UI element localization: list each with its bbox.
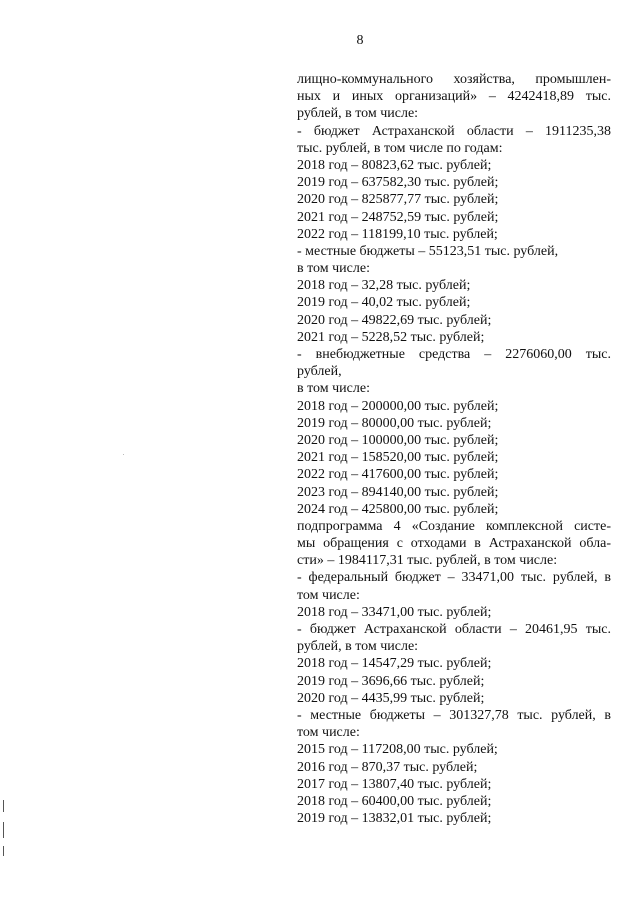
text-line: в том числе: — [297, 381, 370, 397]
text-line: - бюджет Астраханской области – 20461,95 тыс. — [297, 622, 611, 637]
text-line: лищно-коммунального хозяйства, промышлен- — [297, 72, 611, 87]
text-line: 2018 год – 33471,00 тыс. рублей; — [297, 604, 492, 620]
text-line: 2019 год – 637582,30 тыс. рублей; — [297, 175, 499, 191]
text-line: сти» – 1984117,31 тыс. рублей, в том числе: — [297, 553, 558, 569]
text-line: мы обращения с отходами в Астраханской обла- — [297, 536, 611, 552]
text-line: тыс. рублей, в том числе по годам: — [297, 140, 503, 156]
scan-edge-mark — [3, 822, 4, 838]
text-line: 2021 год – 158520,00 тыс. рублей; — [297, 450, 499, 466]
text-line: 2019 год – 80000,00 тыс. рублей; — [297, 415, 492, 431]
text-line: 2018 год – 200000,00 тыс. рублей; — [297, 398, 499, 414]
text-line: 2018 год – 60400,00 тыс. рублей; — [297, 793, 492, 809]
text-line: 2017 год – 13807,40 тыс. рублей; — [297, 776, 492, 792]
text-line: 2022 год – 417600,00 тыс. рублей; — [297, 467, 499, 483]
text-line: 2018 год – 80823,62 тыс. рублей; — [297, 157, 492, 173]
page-number: 8 — [356, 33, 364, 48]
text-line: 2016 год – 870,37 тыс. рублей; — [297, 759, 478, 775]
text-line: 2015 год – 117208,00 тыс. рублей; — [297, 742, 498, 758]
text-line: - местные бюджеты – 55123,51 тыс. рублей, — [297, 243, 559, 259]
text-line: 2019 год – 3696,66 тыс. рублей; — [297, 673, 485, 689]
text-line: 2023 год – 894140,00 тыс. рублей; — [297, 484, 499, 500]
text-line: 2021 год – 248752,59 тыс. рублей; — [297, 209, 499, 225]
text-line: в том числе: — [297, 261, 370, 277]
document-body — [297, 71, 611, 827]
scan-edge-mark — [3, 800, 4, 812]
text-line: 2021 год – 5228,52 тыс. рублей; — [297, 329, 485, 345]
text-line: том числе: — [297, 587, 360, 603]
text-line: 2020 год – 4435,99 тыс. рублей; — [297, 690, 485, 706]
scan-edge-mark — [3, 846, 4, 856]
text-line: том числе: — [297, 725, 360, 741]
text-line: - местные бюджеты – 301327,78 тыс. рублей, в — [297, 707, 611, 723]
text-line: рублей, в том числе: — [297, 639, 419, 655]
text-line: 2018 год – 14547,29 тыс. рублей; — [297, 656, 492, 672]
text-line: подпрограмма 4 «Создание комплексной систе- — [297, 518, 611, 534]
text-line: 2020 год – 100000,00 тыс. рублей; — [297, 432, 499, 448]
text-line: 2024 год – 425800,00 тыс. рублей; — [297, 501, 499, 517]
text-line: ных и иных организаций» – 4242418,89 тыс. — [297, 89, 611, 105]
text-line: 2020 год – 825877,77 тыс. рублей; — [297, 192, 499, 208]
text-line: - бюджет Астраханской области – 1911235,38 — [297, 123, 611, 139]
scan-speck — [123, 454, 124, 455]
text-line: 2020 год – 49822,69 тыс. рублей; — [297, 312, 492, 328]
text-line: рублей, в том числе: — [297, 106, 419, 122]
text-line: 2022 год – 118199,10 тыс. рублей; — [297, 226, 498, 242]
text-line: рублей, — [297, 364, 342, 380]
text-line: 2019 год – 13832,01 тыс. рублей; — [297, 811, 492, 827]
text-line: - внебюджетные средства – 2276060,00 тыс. — [297, 347, 611, 362]
text-line: - федеральный бюджет – 33471,00 тыс. рублей, в — [297, 570, 611, 586]
text-line: 2019 год – 40,02 тыс. рублей; — [297, 295, 471, 311]
text-line: 2018 год – 32,28 тыс. рублей; — [297, 278, 471, 294]
